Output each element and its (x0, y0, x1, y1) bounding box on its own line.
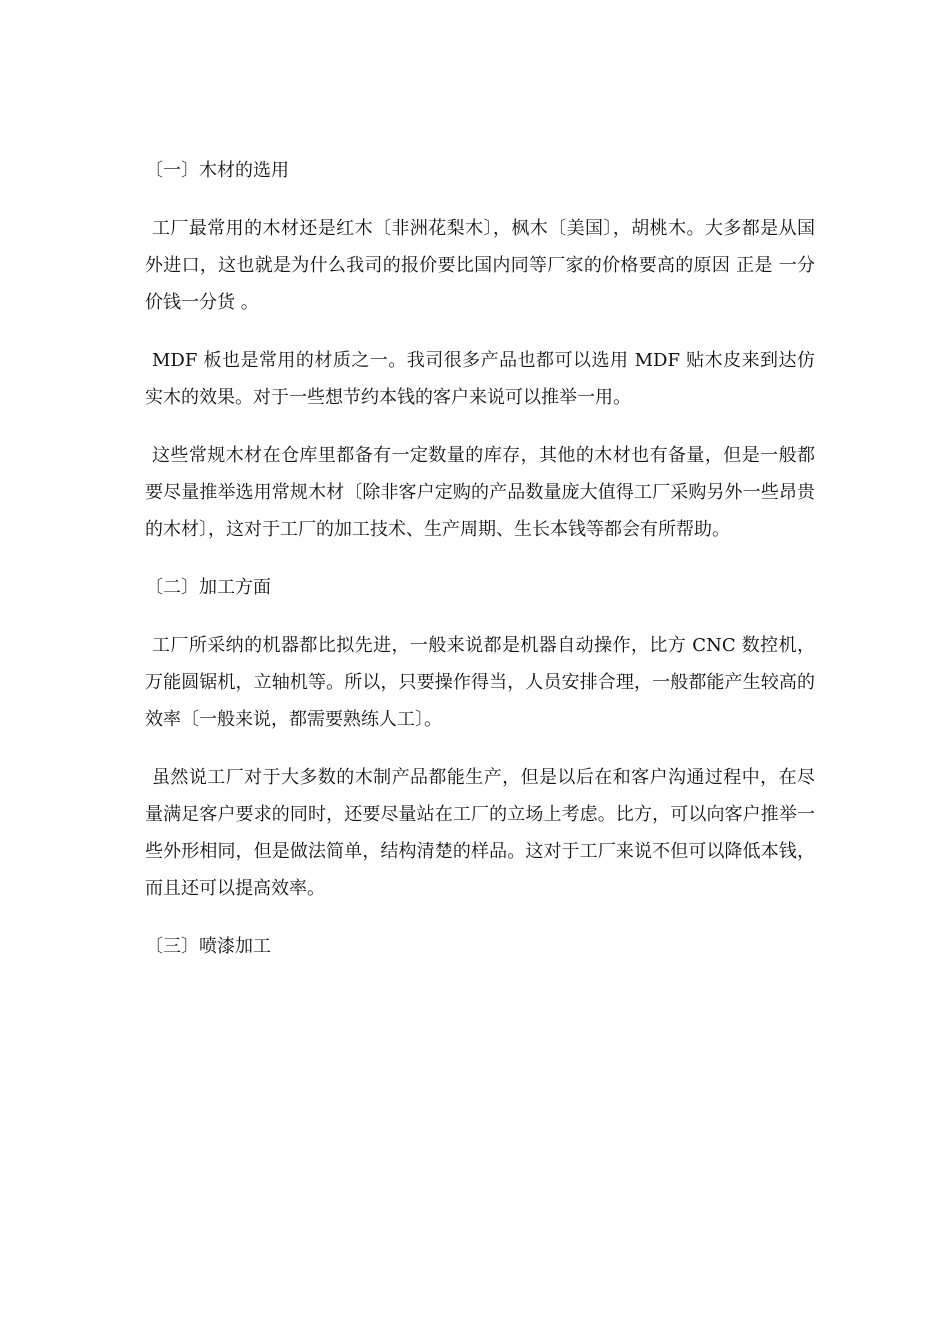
section-heading-3: 〔三〕喷漆加工 (145, 936, 271, 957)
paragraph-5: 虽然说工厂对于大多数的木制产品都能生产，但是以后在和客户沟通过程中，在尽量满足客户要求的同时，还要尽量站在工厂的立场上考虑。比方，可以向客户推举一些外形相同，但是做法简单，结构清楚的样品。这对于工厂来说不但可以降低本钱，而且还可以提高效率。 (145, 767, 815, 899)
document-body (145, 152, 815, 986)
paragraph-3: 这些常规木材在仓库里都备有一定数量的库存，其他的木材也有备量，但是一般都要尽量推举选用常规木材〔除非客户定购的产品数量庞大值得工厂采购另外一些昂贵的木材〕，这对于工厂的加工技术、生产周期、生长本钱等都会有所帮助。 (145, 445, 815, 540)
section-heading-2: 〔二〕加工方面 (145, 577, 271, 598)
paragraph-4: 工厂所采纳的机器都比拟先进，一般来说都是机器自动操作，比方 CNC 数控机，万能圆锯机，立轴机等。所以，只要操作得当，人员安排合理，一般都能产生较高的效率〔一般来说，都需要熟练人工〕。 (145, 635, 815, 730)
section-heading-1: 〔一〕木材的选用 (145, 160, 289, 181)
paragraph-2: MDF 板也是常用的材质之一。我司很多产品也都可以选用 MDF 贴木皮来到达仿实木的效果。对于一些想节约本钱的客户来说可以推举一用。 (145, 350, 815, 408)
paragraph-1: 工厂最常用的木材还是红木〔非洲花梨木〕，枫木〔美国〕，胡桃木。大多都是从国外进口，这也就是为什么我司的报价要比国内同等厂家的价格要高的原因 正是 一分价钱一分货 。 (145, 218, 815, 313)
